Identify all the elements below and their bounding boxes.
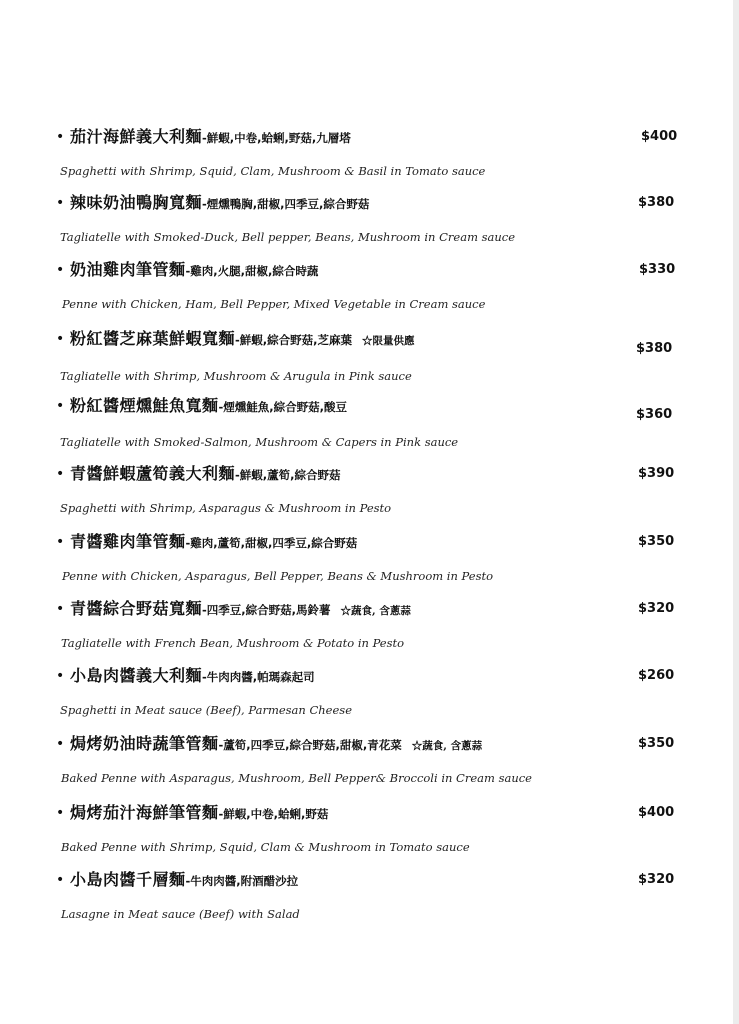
item-price: $350 <box>638 534 675 549</box>
item-zh-line <box>70 734 482 756</box>
item-price: $320 <box>638 872 675 887</box>
item-name-zh: 小島肉醬義大利麵 <box>70 666 203 685</box>
item-zh-line <box>70 127 351 148</box>
item-name-en: Penne with Chicken, Asparagus, Bell Pepper, Beans & Mushroom in Pesto <box>62 569 494 583</box>
menu-item <box>0 734 739 794</box>
menu-item <box>0 803 739 863</box>
item-price: $380 <box>638 195 675 210</box>
item-name-en: Spaghetti in Meat sauce (Beef), Parmesan Cheese <box>60 703 352 717</box>
item-desc-zh: -牛肉肉醬,附酒醋沙拉 <box>185 874 299 888</box>
item-zh-line <box>70 396 347 417</box>
bullet: • <box>56 398 65 414</box>
item-price: $390 <box>638 466 675 481</box>
item-desc-zh: -四季豆,綜合野菇,馬鈴薯 <box>202 603 331 617</box>
item-name-en: Penne with Chicken, Ham, Bell Pepper, Mixed Vegetable in Cream sauce <box>62 297 486 311</box>
menu-item <box>0 127 739 187</box>
item-name-zh: 青醬綜合野菇寬麵 <box>70 599 203 618</box>
vegetarian-note: ☆蔬食, 含蔥蒜 <box>411 740 483 752</box>
item-price: $320 <box>638 601 675 616</box>
item-name-en: Baked Penne with Shrimp, Squid, Clam & Mushroom in Tomato sauce <box>61 840 470 854</box>
item-name-en: Lasagne in Meat sauce (Beef) with Salad <box>61 907 300 921</box>
item-desc-zh: -鮮蝦,中卷,蛤蜊,野菇,九層塔 <box>202 131 351 145</box>
item-desc-zh: -雞肉,蘆筍,甜椒,四季豆,綜合野菇 <box>185 536 358 550</box>
item-zh-line <box>70 464 341 485</box>
item-name-en: Baked Penne with Asparagus, Mushroom, Bell Pepper& Broccoli in Cream sauce <box>61 771 532 785</box>
item-zh-line <box>70 532 357 553</box>
bullet: • <box>56 668 65 684</box>
item-zh-line <box>70 193 369 214</box>
item-price: $260 <box>638 668 675 683</box>
bullet: • <box>56 195 65 211</box>
bullet: • <box>56 736 65 752</box>
bullet: • <box>56 262 65 278</box>
menu-item <box>0 532 739 592</box>
item-desc-zh: -煙燻鮭魚,綜合野菇,酸豆 <box>218 400 348 414</box>
item-zh-line <box>70 666 315 687</box>
item-zh-line <box>70 599 411 621</box>
menu-item <box>0 464 739 524</box>
bullet: • <box>56 129 65 145</box>
item-name-zh: 奶油雞肉筆管麵 <box>70 260 186 279</box>
item-desc-zh: -鮮蝦,綜合野菇,芝麻葉 <box>235 333 353 347</box>
item-name-zh: 青醬鮮蝦蘆筍義大利麵 <box>70 464 236 483</box>
menu-item <box>0 329 739 389</box>
item-name-en: Tagliatelle with Smoked-Duck, Bell pepper, Beans, Mushroom in Cream sauce <box>60 230 516 244</box>
item-price: $360 <box>636 407 673 422</box>
item-name-en: Spaghetti with Shrimp, Squid, Clam, Mushroom & Basil in Tomato sauce <box>60 164 486 178</box>
item-desc-zh: -蘆筍,四季豆,綜合野菇,甜椒,青花菜 <box>218 738 402 752</box>
item-name-zh: 焗烤奶油時蔬筆管麵 <box>70 734 219 753</box>
item-name-zh: 小島肉醬千層麵 <box>70 870 186 889</box>
bullet: • <box>56 601 65 617</box>
item-name-zh: 青醬雞肉筆管麵 <box>70 532 186 551</box>
item-zh-line <box>70 260 318 281</box>
bullet: • <box>56 805 65 821</box>
item-desc-zh: -鮮蝦,蘆筍,綜合野菇 <box>235 468 341 482</box>
item-desc-zh: -煙燻鴨胸,甜椒,四季豆,綜合野菇 <box>202 197 370 211</box>
menu-item <box>0 193 739 253</box>
item-price: $330 <box>639 262 676 277</box>
item-name-zh: 焗烤茄汁海鮮筆管麵 <box>70 803 219 822</box>
item-zh-line <box>70 803 328 824</box>
item-name-zh: 粉紅醬煙燻鮭魚寬麵 <box>70 396 219 415</box>
menu-item <box>0 260 739 320</box>
bullet: • <box>56 331 65 347</box>
bullet: • <box>56 534 65 550</box>
item-price: $350 <box>638 736 675 751</box>
item-name-en: Tagliatelle with Shrimp, Mushroom & Arugula in Pink sauce <box>60 369 412 383</box>
limited-supply-note: ☆限量供應 <box>362 335 415 347</box>
item-name-en: Spaghetti with Shrimp, Asparagus & Mushroom in Pesto <box>60 501 392 515</box>
item-name-en: Tagliatelle with French Bean, Mushroom & Potato in Pesto <box>61 636 405 650</box>
item-price: $400 <box>641 129 678 144</box>
item-name-en: Tagliatelle with Smoked-Salmon, Mushroom & Capers in Pink sauce <box>60 435 459 449</box>
menu-item <box>0 870 739 930</box>
item-desc-zh: -雞肉,火腿,甜椒,綜合時蔬 <box>185 264 319 278</box>
item-price: $400 <box>638 805 675 820</box>
item-price: $380 <box>636 341 673 356</box>
item-desc-zh: -鮮蝦,中卷,蛤蜊,野菇 <box>218 807 329 821</box>
menu-item <box>0 666 739 726</box>
menu-item <box>0 396 739 456</box>
menu-item <box>0 599 739 659</box>
vegetarian-note: ☆蔬食, 含蔥蒜 <box>340 605 411 617</box>
item-name-zh: 粉紅醬芝麻葉鮮蝦寬麵 <box>70 329 236 348</box>
item-name-zh: 茄汁海鮮義大利麵 <box>70 127 203 146</box>
item-zh-line <box>70 329 415 351</box>
bullet: • <box>56 466 65 482</box>
bullet: • <box>56 872 65 888</box>
item-name-zh: 辣味奶油鴨胸寬麵 <box>70 193 203 212</box>
item-desc-zh: -牛肉肉醬,帕瑪森起司 <box>202 670 315 684</box>
item-zh-line <box>70 870 298 891</box>
